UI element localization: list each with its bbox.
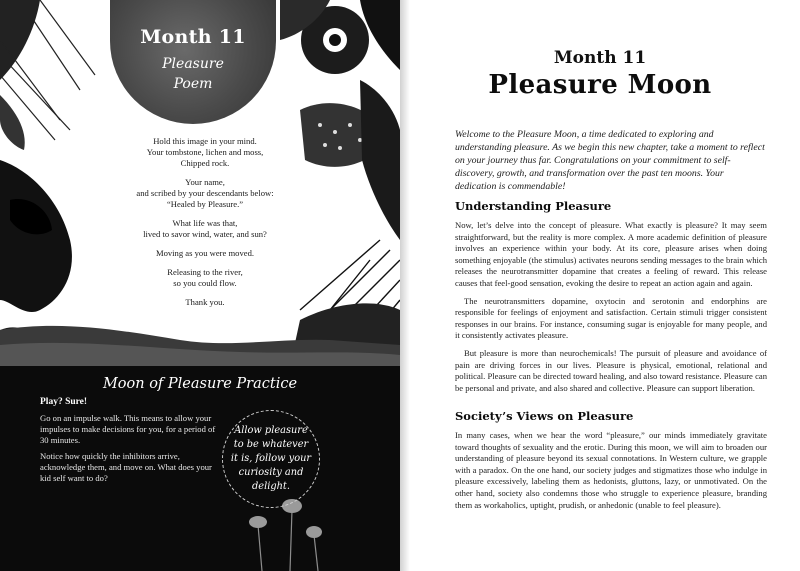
- quote-text: Allow pleasure to be whatever it is, follow your curiosity and delight.: [230, 425, 312, 492]
- practice-paragraph: Go on an impulse walk. This means to allow your impulses to make decisions for you, for a period of 30 minutes.: [40, 413, 216, 445]
- pleasure-poem: [120, 136, 290, 316]
- body-paragraph: The neurotransmitters dopamine, oxytocin and serotonin and endorphins are responsible for feelings of enjoyment and satisfaction. Certain stimuli trigger consistent responses in our brains. For instance, consuming sugar is enjoyable for many people, and it consistently activates pleasure.: [455, 295, 767, 341]
- section-heading-understanding: Understanding Pleasure: [455, 199, 612, 213]
- poem-stanza: Releasing to the river, so you could flow.: [167, 267, 243, 288]
- poem-stanza: What life was that, lived to savor wind, water, and sun?: [143, 218, 267, 239]
- practice-title: Moon of Pleasure Practice: [102, 376, 298, 392]
- right-page: [400, 0, 800, 571]
- practice-panel: [0, 366, 400, 571]
- section-heading-society: Society’s Views on Pleasure: [455, 409, 634, 423]
- poem-stanza: Your name, and scribed by your descendants below: “Healed by Pleasure.”: [136, 177, 274, 209]
- body-paragraph: Now, let’s delve into the concept of pleasure. What exactly is pleasure? It may seem straightforward, but the reality is more complex. A more academic definition of pleasure involves an experience within your body. At its core, pleasure arises when doing something enjoyable (the stimulus) activates neurons sending messages to the brain which releases the neurotransmitter dopamine that creates a feeling of reward. This release causes that feel-good sensation, evoking the desire to repeat an action again and again.: [455, 220, 767, 288]
- intro-paragraph: Welcome to the Pleasure Moon, a time dedicated to exploring and understanding pleasure. As we begin this new chapter, take a moment to reflect on your journey thus far. Congratulations on your commitment to self-discovery, growth, and transformation over the past ten moons. Your dedication is commendable!: [455, 129, 765, 192]
- moon-subtitle: Pleasure Poem: [162, 56, 224, 92]
- poem-stanza: Hold this image in your mind. Your tombstone, lichen and moss, Chipped rock.: [146, 136, 264, 168]
- poem-stanza: Moving as you were moved.: [155, 248, 255, 258]
- book-spine-shadow: [400, 0, 410, 571]
- practice-body: [40, 397, 225, 489]
- section-body-society: [455, 430, 767, 517]
- body-paragraph: In many cases, when we hear the word “pleasure,” our minds immediately gravitate toward thoughts of sexuality and the erotic. During this moon, we will aim to broaden our understanding of pleasure beyond its sexual connotations. In Western culture, we grapple with a paradox. On the one hand, our society judges and stigmatizes those who indulge in pleasure excessively, labeling them as hedonists, gluttons, lazy, or unmotivated. On the other hand, society also condemns those who struggle to experience pleasure, branding them as workaholics, uptight, prudish, or anhedonic (unable to feel pleasure).: [455, 430, 767, 510]
- practice-paragraph: Notice how quickly the inhibitors arrive, acknowledge them, and move on. What does your kid self want to do?: [40, 451, 212, 483]
- section-body-understanding: [455, 220, 767, 400]
- quote-circle: [222, 410, 320, 508]
- body-paragraph: But pleasure is more than neurochemicals! The pursuit of pleasure and avoidance of pain are driving forces in our lives. Pleasure is physical, emotional, relational and political. Pleasure can be directed toward healing, and also toward resistance. Pleasure can be personal and private, and also shared and collective. Pleasure can support liberation.: [455, 347, 767, 393]
- chapter-title: Pleasure Moon: [488, 70, 712, 100]
- chapter-month: Month 11: [553, 48, 647, 68]
- practice-heading: Play? Sure!: [40, 397, 88, 407]
- poem-stanza: Thank you.: [185, 297, 225, 307]
- moon-month-label: Month 11: [140, 26, 246, 48]
